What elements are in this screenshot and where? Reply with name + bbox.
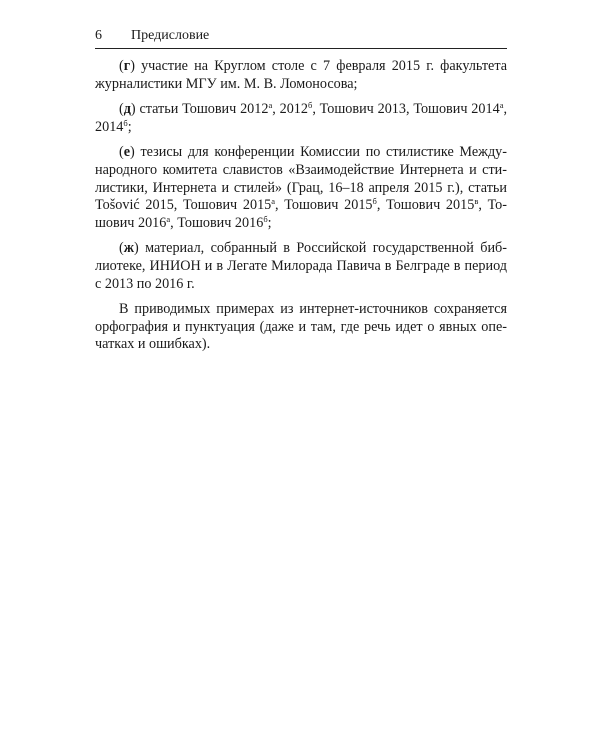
text-run: ) статьи Тошович 2012 [130, 101, 269, 118]
page-number: 6 [95, 28, 102, 43]
superscript-index: б [263, 213, 268, 224]
text-run: ( [119, 240, 124, 257]
text-run: , Тошович 2016 [170, 214, 264, 231]
superscript-index: а [499, 100, 504, 111]
text-run: ) тезисы для конференции Комиссии по стилистике Международного комитета славистов «Взаимодействие Интернета и стилистики, Интернета и стилей» (Грац, 16–18 апреля 2015 г.), статьи Tošović 2015, Тошович 2015 [95, 144, 507, 214]
superscript-index: б [307, 100, 313, 111]
text-run: ( [119, 58, 124, 74]
text-run: ( [119, 144, 124, 161]
text-run: , Тошович 2015 [376, 197, 475, 214]
item-marker: ж [123, 240, 135, 257]
text-run: ( [119, 101, 124, 118]
text-run: ) материал, собранный в Российской государственной библиотеке, ИНИОН и в Легате Милорада Павича в Белграде в период с 2013 по 2016 г. [95, 240, 507, 292]
list-item-d [95, 101, 507, 136]
list-item-g [95, 58, 507, 93]
item-marker: г [123, 58, 131, 74]
superscript-index: б [372, 196, 377, 207]
text-run: , Тошович 2015 [275, 197, 373, 214]
list-item-zh [95, 240, 507, 293]
item-marker: е [123, 144, 131, 161]
running-head-title: Предисловие [131, 28, 210, 43]
text-run: , 2014 [95, 101, 508, 135]
superscript-index: а [268, 100, 273, 111]
superscript-index: а [271, 196, 276, 207]
text-run: ) участие на Круглом столе с 7 февраля 2015 г. факультета журналистики МГУ им. М. В. Ломоносова; [95, 58, 507, 92]
text-run: ; [127, 118, 132, 135]
list-item-e [95, 144, 507, 232]
item-marker: д [123, 101, 131, 118]
superscript-index: в [474, 196, 479, 207]
superscript-index: а [166, 213, 171, 224]
text-run: В приводимых примерах из интернет-источников сохраняется орфография и пунктуация (даже и там, где речь идет о явных опечатках и ошибках). [95, 301, 507, 353]
running-head [95, 26, 507, 49]
orthography-note [95, 301, 507, 354]
text-run: ; [267, 214, 272, 231]
text-run: , 2012 [272, 101, 308, 118]
text-run: , Тошович 2016 [95, 197, 508, 231]
superscript-index: б [123, 117, 128, 128]
text-run: , Тошович 2013, Тошович 2014 [312, 101, 500, 118]
body-text [95, 58, 507, 362]
